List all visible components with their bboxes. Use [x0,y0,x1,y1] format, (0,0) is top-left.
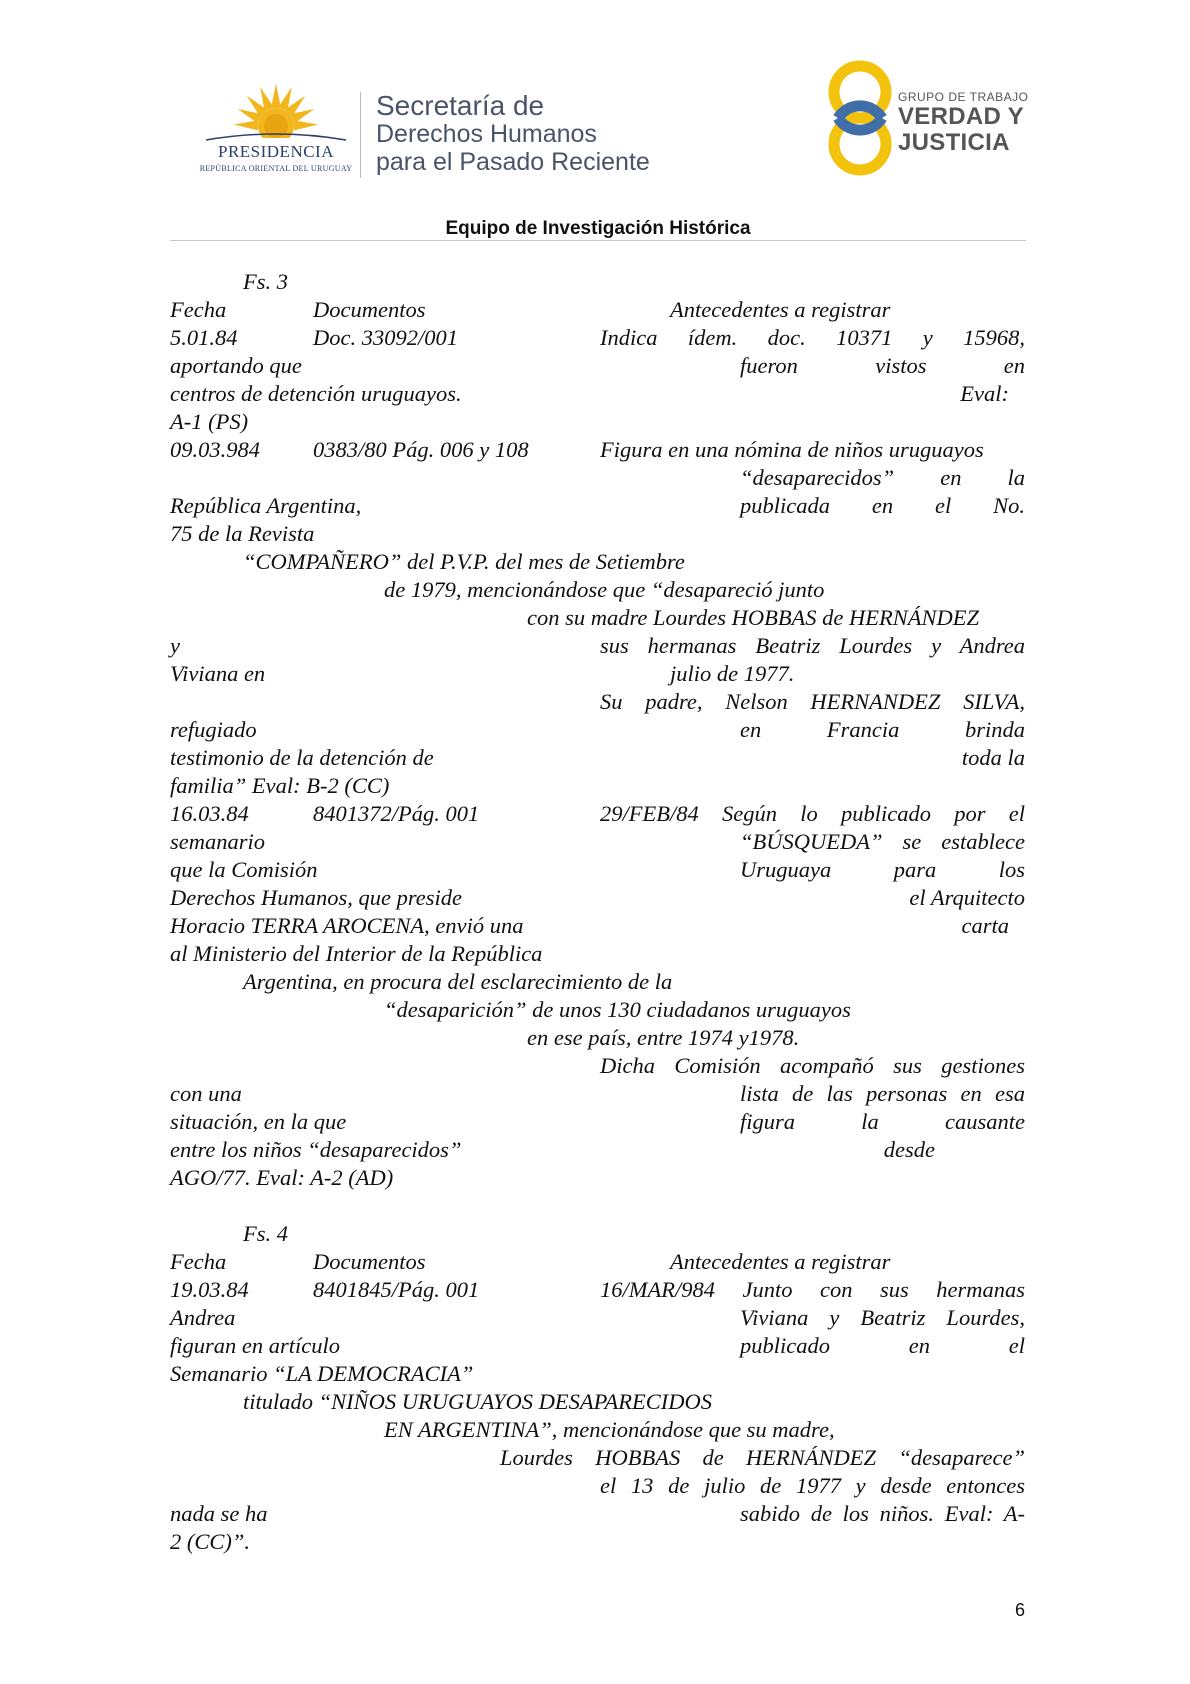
fs3-line [170,744,1025,772]
fs3-line [170,716,1025,744]
header-rule [170,240,1026,241]
fs3-r2-text: de 1979, mencionándose que “desapareció junto [384,577,825,602]
fs3-r2-text: testimonio de la detención de [170,745,434,770]
fs4-line [170,1444,1025,1472]
fs3-r2-text: en Francia brinda [740,717,1025,742]
secretaria-line-2: Derechos Humanos [376,120,597,148]
fs3-r3-text: 29/FEB/84 Según lo publicado por el [600,801,1025,826]
fs3-r3-eval: AGO/77. Eval: A-2 (AD) [170,1165,394,1190]
fs3-header-fecha: Fecha [170,297,227,322]
fs3-r2-text: 75 de la Revista [170,521,315,546]
fs4-line [170,1472,1025,1500]
fs3-r3-text: Uruguaya para los [740,857,1025,882]
sun-icon [196,78,356,178]
fs3-r2-text: Figura en una nómina de niños uruguayos [600,437,984,462]
fs3-r3-text: el Arquitecto [909,885,1025,910]
fs3-r2-text: República Argentina, [170,493,362,518]
fs4-line [170,1500,1025,1528]
fs3-r1-text: fueron vistos en [740,353,1025,378]
fs4-r1-text: Andrea [170,1305,236,1330]
fs3-r2-text: sus hermanas Beatriz Lourdes y Andrea [600,633,1025,658]
fs3-r3-text: Dicha Comisión acompañó sus gestiones [600,1053,1025,1078]
fs3-r3-text: al Ministerio del Interior de la República [170,941,543,966]
grupo-trabajo-title [898,90,1028,156]
fs3-line [170,968,1025,996]
fs3-r2-text: “COMPAÑERO” del P.V.P. del mes de Setiembre [243,549,685,574]
grupo-trabajo-line-2: JUSTICIA [898,129,1010,156]
fs3-r2-text: Viviana en [170,661,266,686]
fs4-r1-text: sabido de los niños. Eval: A- [740,1501,1025,1526]
fs4-r1-eval: 2 (CC)”. [170,1529,251,1554]
fs4-line [170,1304,1025,1332]
grupo-trabajo-small: GRUPO DE TRABAJO [898,90,1029,104]
fs3-line [170,520,1025,548]
fs3-r2-text: y [170,633,180,658]
fs3-line [170,884,1025,912]
fs3-line [170,380,1025,408]
fs4-line [170,1360,1025,1388]
fs3-r2-text: julio de 1977. [670,661,795,686]
fs3-header-antecedentes: Antecedentes a registrar [670,297,891,322]
fs3-line [170,352,1025,380]
fs4-title: Fs. 4 [243,1221,288,1246]
fs3-r3-text: desde [883,1137,935,1162]
fs3-r1-eval: A-1 (PS) [170,409,249,434]
fs3-line [170,1024,1025,1052]
rings-icon [820,58,900,178]
fs3-r3-text: con una [170,1081,242,1106]
fs4-line [170,1416,1025,1444]
fs3-header-documentos: Documentos [313,297,426,322]
fs4-r1-fecha: 19.03.84 [170,1277,249,1302]
page-number: 6 [1014,1600,1025,1620]
fs3-r1-text: centros de detención uruguayos. [170,381,462,406]
fs3-line [170,408,1025,436]
fs3-r2-doc: 0383/80 Pág. 006 y 108 [313,437,529,462]
fs3-r3-text: “desaparición” de unos 130 ciudadanos uruguayos [384,997,851,1022]
fs3-r1-text: Eval: [960,381,1009,406]
secretaria-line-3: para el Pasado Reciente [376,148,650,176]
fs4-header-fecha: Fecha [170,1249,227,1274]
fs3-line [170,996,1025,1024]
fs3-title-line [170,268,1025,296]
fs3-line [170,1136,1025,1164]
fs3-r3-text: Horacio TERRA AROCENA, envió una [170,913,524,938]
document-body [170,268,1025,1556]
fs3-line [170,1052,1025,1080]
fs3-title: Fs. 3 [243,269,288,294]
fs3-r1-doc: Doc. 33092/001 [313,325,458,350]
fs3-r2-text: refugiado [170,717,257,742]
fs3-line [170,1164,1025,1192]
fs4-r1-text: figuran en artículo [170,1333,340,1358]
fs4-r1-text: EN ARGENTINA”, mencionándose que su madre, [384,1417,835,1442]
fs4-line [170,1332,1025,1360]
fs4-title-line [170,1220,1025,1248]
fs3-line [170,576,1025,604]
team-title: Equipo de Investigación Histórica [445,218,751,239]
fs3-line [170,548,1025,576]
fs3-r1-fecha: 5.01.84 [170,325,238,350]
fs3-r3-text: entre los niños “desaparecidos” [170,1137,462,1162]
fs3-line [170,1080,1025,1108]
fs4-r1-text: Viviana y Beatriz Lourdes, [740,1305,1025,1330]
fs4-r1-text: nada se ha [170,1501,268,1526]
logo-divider [360,92,361,178]
fs3-line [170,772,1025,800]
fs4-r1-text: publicado en el [740,1333,1025,1358]
fs3-r3-text: situación, en la que [170,1109,347,1134]
fs3-r2-text: Su padre, Nelson HERNANDEZ SILVA, [600,689,1025,714]
fs4-line [170,1388,1025,1416]
fs3-r3-text: “BÚSQUEDA” se establece [740,829,1025,854]
fs4-line [170,1528,1025,1556]
fs3-line [170,632,1025,660]
fs4-r1-text: Semanario “LA DEMOCRACIA” [170,1361,474,1386]
fs3-r3-text: carta [961,913,1009,938]
fs3-r3-fecha: 16.03.84 [170,801,249,826]
fs3-line [170,324,1025,352]
fs4-r1-doc: 8401845/Pág. 001 [313,1277,480,1302]
fs3-line [170,912,1025,940]
fs3-line [170,800,1025,828]
fs3-r2-text: con su madre Lourdes HOBBAS de HERNÁNDEZ [527,605,980,630]
fs3-line [170,940,1025,968]
fs3-r3-text: que la Comisión [170,857,318,882]
fs3-r2-text: toda la [961,745,1025,770]
fs4-r1-text: 16/MAR/984 Junto con sus hermanas [600,1277,1025,1302]
fs3-r3-text: lista de las personas en esa [740,1081,1025,1106]
fs3-r3-text: figura la causante [740,1109,1025,1134]
fs3-r1-text: Indica ídem. doc. 10371 y 15968, [600,325,1025,350]
secretaria-title [376,92,650,176]
fs3-r3-text: Derechos Humanos, que preside [170,885,463,910]
presidencia-sublabel: REPÚBLICA ORIENTAL DEL URUGUAY [199,164,353,173]
presidencia-label: PRESIDENCIA [217,142,334,161]
fs3-line [170,660,1025,688]
fs3-r1-text: aportando que [170,353,302,378]
fs3-r2-text: publicada en el No. [740,493,1025,518]
fs3-line [170,492,1025,520]
fs3-r3-text: semanario [170,829,265,854]
fs3-r2-fecha: 09.03.984 [170,437,260,462]
fs3-header-line [170,296,1025,324]
fs3-line [170,828,1025,856]
fs3-line [170,464,1025,492]
secretaria-line-1: Secretaría de [376,90,545,121]
fs4-r1-text: titulado “NIÑOS URUGUAYOS DESAPARECIDOS [243,1389,712,1414]
fs4-line [170,1276,1025,1304]
fs3-r2-eval: familia” Eval: B-2 (CC) [170,773,390,798]
fs3-line [170,856,1025,884]
fs3-r3-doc: 8401372/Pág. 001 [313,801,480,826]
fs3-r3-text: en ese país, entre 1974 y1978. [527,1025,800,1050]
fs3-line [170,1108,1025,1136]
fs3-line [170,688,1025,716]
page-header [0,0,1190,250]
fs4-r1-text: Lourdes HOBBAS de HERNÁNDEZ “desaparece” [500,1445,1025,1470]
fs3-line [170,604,1025,632]
fs4-header-documentos: Documentos [313,1249,426,1274]
section-gap [170,1192,1025,1220]
fs4-r1-text: el 13 de julio de 1977 y desde entonces [600,1473,1025,1498]
fs3-r3-text: Argentina, en procura del esclarecimiento de la [243,969,673,994]
fs3-r2-text: “desaparecidos” en la [740,465,1025,490]
grupo-trabajo-line-1: VERDAD Y [898,103,1024,130]
fs3-line [170,436,1025,464]
fs4-header-antecedentes: Antecedentes a registrar [670,1249,891,1274]
fs4-header-line [170,1248,1025,1276]
